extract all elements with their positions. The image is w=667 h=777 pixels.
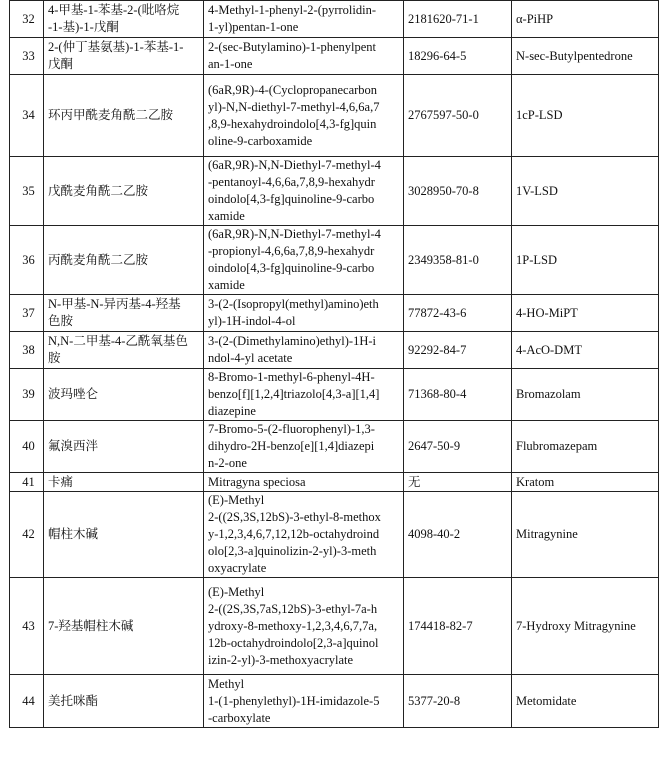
row-number-cell: 42 [10,492,44,578]
table-row [10,75,659,157]
chemical-name-cell: (E)-Methyl 2-((2S,3S,12bS)-3-ethyl-8-methox y-1,2,3,4,6,7,12,12b-octahydroind olo[2,3-a]quinolizin-2-yl)-3-meth oxyacrylate [204,492,404,578]
table-row [10,675,659,728]
row-number-cell: 39 [10,369,44,421]
chinese-name-cell: 戊酰麦角酰二乙胺 [44,157,204,226]
common-name-cell: 1P-LSD [512,226,659,295]
table-body [10,1,659,728]
substance-table [9,0,659,728]
table-row [10,295,659,332]
cas-number-cell: 71368-80-4 [404,369,512,421]
chinese-name-cell: 7-羟基帽柱木碱 [44,578,204,675]
row-number-cell: 37 [10,295,44,332]
chemical-name-cell: 3-(2-(Dimethylamino)ethyl)-1H-i ndol-4-yl acetate [204,332,404,369]
chemical-name-cell: (6aR,9R)-N,N-Diethyl-7-methyl-4 -pentanoyl-4,6,6a,7,8,9-hexahydr oindolo[4,3-fg]quinoline-9-carbo xamide [204,157,404,226]
row-number-cell: 35 [10,157,44,226]
cas-number-cell: 3028950-70-8 [404,157,512,226]
row-number-cell: 40 [10,421,44,473]
table-row [10,157,659,226]
chinese-name-cell: 波玛唑仑 [44,369,204,421]
chinese-name-cell: 2-(仲丁基氨基)-1-苯基-1- 戊酮 [44,38,204,75]
common-name-cell: 4-HO-MiPT [512,295,659,332]
chemical-name-cell: (6aR,9R)-N,N-Diethyl-7-methyl-4 -propionyl-4,6,6a,7,8,9-hexahydr oindolo[4,3-fg]quinoline-9-carbo xamide [204,226,404,295]
row-number-cell: 38 [10,332,44,369]
chinese-name-cell: 丙酰麦角酰二乙胺 [44,226,204,295]
chinese-name-cell: 4-甲基-1-苯基-2-(吡咯烷 -1-基)-1-戊酮 [44,1,204,38]
cas-number-cell: 92292-84-7 [404,332,512,369]
chemical-name-cell: 3-(2-(Isopropyl(methyl)amino)eth yl)-1H-indol-4-ol [204,295,404,332]
common-name-cell: N-sec-Butylpentedrone [512,38,659,75]
chinese-name-cell: 卡痛 [44,473,204,492]
chinese-name-cell: 氟溴西泮 [44,421,204,473]
row-number-cell: 44 [10,675,44,728]
table-row [10,38,659,75]
cas-number-cell: 174418-82-7 [404,578,512,675]
cas-number-cell: 无 [404,473,512,492]
table-row [10,226,659,295]
table-row [10,369,659,421]
common-name-cell: Flubromazepam [512,421,659,473]
table-row [10,1,659,38]
chemical-name-cell: (6aR,9R)-4-(Cyclopropanecarbon yl)-N,N-diethyl-7-methyl-4,6,6a,7 ,8,9-hexahydroindolo[4,3-fg]quin oline-9-carboxamide [204,75,404,157]
chemical-name-cell: (E)-Methyl 2-((2S,3S,7aS,12bS)-3-ethyl-7a-h ydroxy-8-methoxy-1,2,3,4,6,7,7a, 12b-octahydroindolo[2,3-a]quinol izin-2-yl)-3-methoxyacrylate [204,578,404,675]
cas-number-cell: 2767597-50-0 [404,75,512,157]
table-row [10,492,659,578]
row-number-cell: 41 [10,473,44,492]
chemical-name-cell: 4-Methyl-1-phenyl-2-(pyrrolidin- 1-yl)pentan-1-one [204,1,404,38]
common-name-cell: 1cP-LSD [512,75,659,157]
chemical-name-cell: 2-(sec-Butylamino)-1-phenylpent an-1-one [204,38,404,75]
row-number-cell: 32 [10,1,44,38]
cas-number-cell: 18296-64-5 [404,38,512,75]
row-number-cell: 36 [10,226,44,295]
common-name-cell: 1V-LSD [512,157,659,226]
chinese-name-cell: 美托咪酯 [44,675,204,728]
row-number-cell: 43 [10,578,44,675]
chinese-name-cell: 环丙甲酰麦角酰二乙胺 [44,75,204,157]
cas-number-cell: 2647-50-9 [404,421,512,473]
cas-number-cell: 4098-40-2 [404,492,512,578]
chinese-name-cell: N,N-二甲基-4-乙酰氧基色 胺 [44,332,204,369]
common-name-cell: Mitragynine [512,492,659,578]
table-row [10,578,659,675]
chemical-name-cell: Mitragyna speciosa [204,473,404,492]
chemical-name-cell: Methyl 1-(1-phenylethyl)-1H-imidazole-5 -carboxylate [204,675,404,728]
common-name-cell: 4-AcO-DMT [512,332,659,369]
common-name-cell: α-PiHP [512,1,659,38]
cas-number-cell: 5377-20-8 [404,675,512,728]
cas-number-cell: 77872-43-6 [404,295,512,332]
table-row [10,421,659,473]
cas-number-cell: 2349358-81-0 [404,226,512,295]
cas-number-cell: 2181620-71-1 [404,1,512,38]
common-name-cell: Metomidate [512,675,659,728]
common-name-cell: Bromazolam [512,369,659,421]
table-row [10,332,659,369]
common-name-cell: 7-Hydroxy Mitragynine [512,578,659,675]
table-row [10,473,659,492]
row-number-cell: 33 [10,38,44,75]
common-name-cell: Kratom [512,473,659,492]
row-number-cell: 34 [10,75,44,157]
chinese-name-cell: N-甲基-N-异丙基-4-羟基 色胺 [44,295,204,332]
chinese-name-cell: 帽柱木碱 [44,492,204,578]
chemical-name-cell: 8-Bromo-1-methyl-6-phenyl-4H- benzo[f][1,2,4]triazolo[4,3-a][1,4] diazepine [204,369,404,421]
chemical-name-cell: 7-Bromo-5-(2-fluorophenyl)-1,3- dihydro-2H-benzo[e][1,4]diazepi n-2-one [204,421,404,473]
